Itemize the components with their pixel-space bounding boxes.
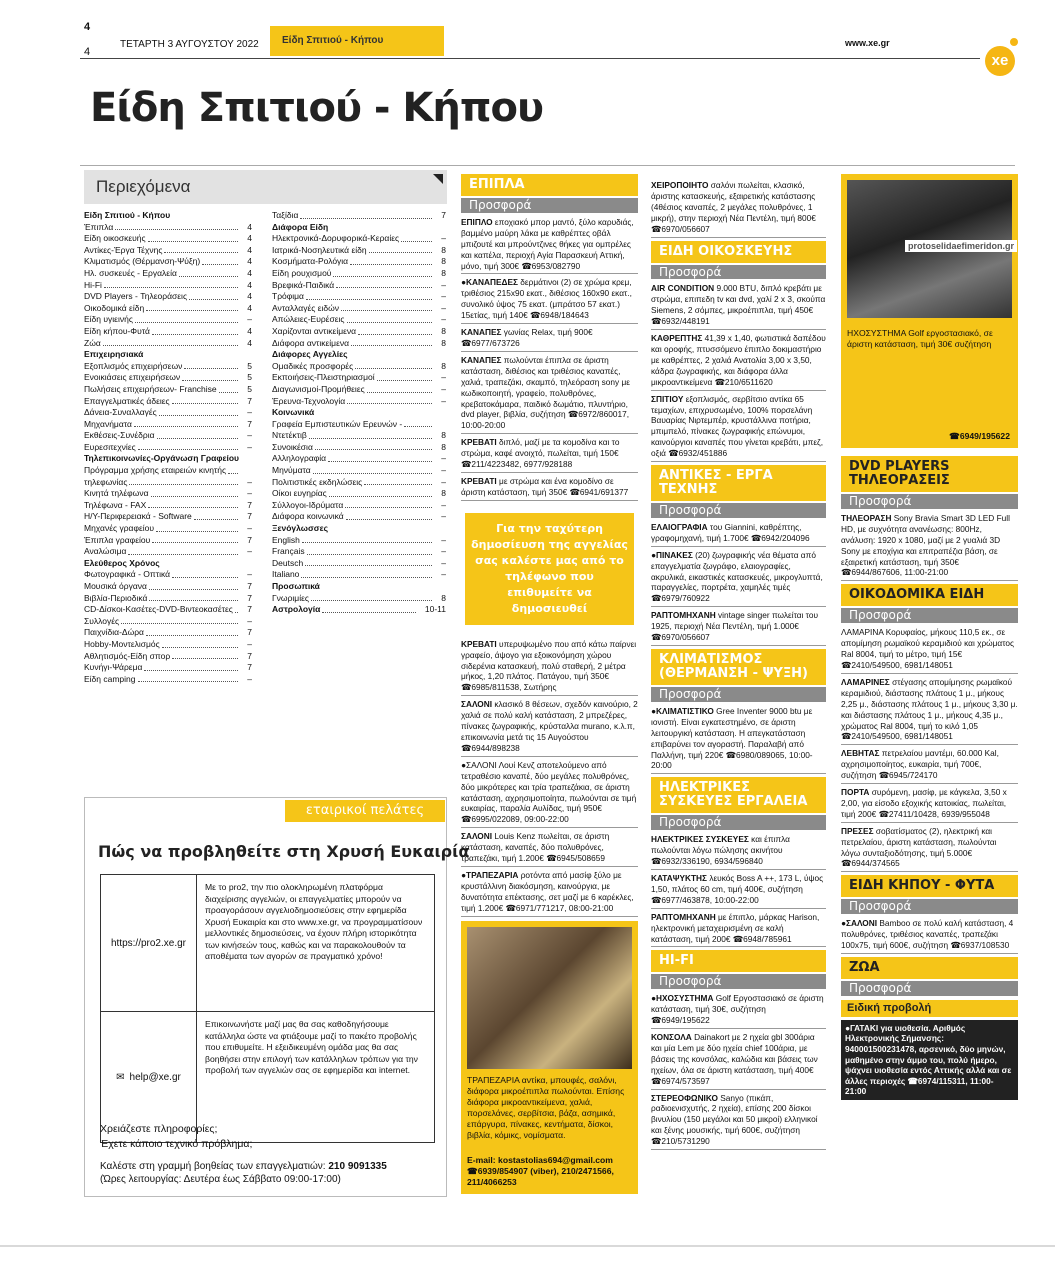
ad-list (651, 283, 826, 462)
contents-entry: Δάνεια-Συναλλαγές – (84, 407, 252, 418)
header-rule (80, 58, 980, 59)
ad-text: ΚΑΘΡΕΠΤΗΣ 41,39 x 1,40, φωτιστικά δαπέδου και οροφής, πτυσσόμενο έπιπλο δοκιμαστήριο με καθρέπτες, 2 χαλιά Ανατολία 3,00 x 3,50, κάδρα ζωγραφικής, και διάφορα άλλα μικροαντικείμενα ☎210/6511620 (651, 333, 826, 391)
contents-entry: Μηνύματα – (272, 465, 446, 476)
contents-entry: Βιβλία-Περιοδικά 7 (84, 592, 252, 603)
section-header: ΑΝΤΙΚΕΣ - ΕΡΓΑ ΤΕΧΝΗΣ (651, 465, 826, 501)
section-header: ΕΠΙΠΛΑ (461, 174, 638, 196)
featured-ad (841, 174, 1018, 448)
contents-entry: Italiano – (272, 569, 446, 580)
ad-text: ●ΚΑΝΑΠΕΔΕΣ δερμάτινοι (2) σε χρώμα κρεμ, τριθέσιος 215x90 εκατ., διθέσιος 160x90 εκατ., συνολικό ύψος 75 εκατ. (μπράτσο 57 εκατ.) 15ετίας, τιμή 140€ ☎6948/184643 (461, 277, 638, 324)
contents-entry: Deutsch – (272, 557, 446, 568)
contents-entry: Πωλήσεις επιχειρήσεων- Franchise 5 (84, 383, 252, 394)
ad-text: ΚΡΕΒΑΤΙ υπερυψωμένο που από κάτω παίρνει γραφείο, άψογο για εξοικονόμηση χώρου σιδερένια κατασκευή, πολύ σταθερή, 2 μέτρα μήκος, 1,20 πλάτος. Πατάγου, τιμή 350€ ☎6985/811538, Σωτήρης (461, 639, 638, 697)
ad-text: ΛΑΜΑΡΙΝΕΣ στέγασης απομίμησης ρωμαϊκού κεραμιδιού, διάστασης πλάτους 1 μ., μήκους 2,25 μ., διάστασης πλάτους 1 μ., μήκους 3,30 μ. και διάστασης πλάτους 1 μ., μήκους 4,35 μ., χρώματος Ral 8004, τιμή το κιλό 1,05 ☎2410/549500, 6981/148051 (841, 677, 1018, 745)
contents-entry: Έπιπλα γραφείου 7 (84, 534, 252, 545)
contents-entry: Σύλλογοι-Ιδρύματα – (272, 499, 446, 510)
contents-entry: Είδη κήπου-Φυτά 4 (84, 325, 252, 336)
contents-entry: Απώλειες-Ευρέσεις – (272, 314, 446, 325)
pro2-link[interactable]: https://pro2.xe.gr (101, 875, 197, 1011)
contents-group-heading: Επιχειρησιακά (84, 349, 144, 360)
contents-entry: Διάφορα αντικείμενα 8 (272, 337, 446, 348)
contents-entry: Ηλεκτρονικά-Δορυφορικά-Κεραίες – (272, 233, 446, 244)
ad-text: AIR CONDITION 9.000 BTU, διπλό κρεβάτι με στρώμα, επιπεδη tv και dvd, χαλί 2 x 3, σκούπα Siemens, 2 σόμπες, μικροέπιπλα, τιμή 450€ ☎6932/448191 (651, 283, 826, 330)
contents-entry: Συλλογές – (84, 615, 252, 626)
contents-entry: CD-Δίσκοι-Κασέτες-DVD-Βιντεοκασέτες 7 (84, 604, 252, 615)
contents-heading: Περιεχόμενα (84, 170, 447, 204)
contents-entry: Χαρίζονται αντικείμενα 8 (272, 325, 446, 336)
offer-subheader: Προσφορά (841, 899, 1018, 914)
section-header: ΕΙΔΗ ΟΙΚΟΣΚΕΥΗΣ (651, 241, 826, 263)
contents-entry: Έρευνα-Τεχνολογία – (272, 395, 446, 406)
contents-entry: Αθλητισμός-Είδη σπορ 7 (84, 650, 252, 661)
contents-group-heading: Κοινωνικά (272, 407, 315, 418)
ad-text: ΣΑΛΟΝΙ Louis Kenz πωλείται, σε άριστη κατάσταση, καναπές, δύο πολυθρόνες, τραπεζάκι, τιμή 1.200€ ☎6945/508659 (461, 831, 638, 867)
special-promotion-header: Ειδική προβολή (841, 1000, 1018, 1017)
contents-group-heading: Προσωπικά (272, 581, 320, 591)
contents-entry: Μηχανήματα 7 (84, 418, 252, 429)
contents-entry: Κυνήγι-Ψάρεμα 7 (84, 662, 252, 673)
corner-triangle-icon (433, 174, 443, 184)
contents-entry: Κλιματισμός (Θέρμανση-Ψύξη) 4 (84, 256, 252, 267)
contents-entry: English – (272, 534, 446, 545)
ad-text: ΕΛΑΙΟΓΡΑΦΙΑ του Giannini, καθρέπτης, γραφομηχανή, τιμή 1.700€ ☎6942/204096 (651, 522, 826, 547)
ad-list (841, 627, 1018, 872)
ad-list (841, 918, 1018, 954)
contents-entry: Είδη camping – (84, 673, 252, 684)
contents-entry: Τρόφιμα – (272, 291, 446, 302)
site-url[interactable]: www.xe.gr (845, 38, 890, 48)
section-header: ΕΙΔΗ ΚΗΠΟΥ - ΦΥΤΑ (841, 875, 1018, 897)
contents-entry: Τηλέφωνα - FAX 7 (84, 499, 252, 510)
ad-text: ΗΛΕΚΤΡΙΚΕΣ ΣΥΣΚΕΥΕΣ και έπιπλα πωλούνται λόγω πώλησης ακινήτου ☎6932/336190, 6934/596840 (651, 834, 826, 870)
contents-entry: Διαγωνισμοί-Προμήθειες – (272, 383, 446, 394)
contents-entry: Συνοικέσια 8 (272, 441, 446, 452)
ad-text: ΤΗΛΕΟΡΑΣΗ Sony Bravia Smart 3D LED Full HD, με συχνότητα ανανέωσης: 800Hz, ανάλυση: 1920 x 1080, μαζί με 2 γυαλιά 3D Sony με εποχίγια και επιτραπέζια βάση, σε εξαιρετική κατάσταση, τιμή 350€ ☎6944/867606, 11:00-21:00 (841, 513, 1018, 581)
contents-entry: Ντετέκτιβ 8 (272, 430, 446, 441)
helpline-phone[interactable]: 210 9091335 (328, 1161, 387, 1172)
contents-group-heading: Διάφορα Είδη (272, 221, 329, 232)
contents-entry: Πολιτιστικές εκδηλώσεις – (272, 476, 446, 487)
contents-entry: Διάφορα κοινωνικά – (272, 511, 446, 522)
ad-text: ΡΑΠΤΟΜΗΧΑΝΗ με έπιπλο, μάρκας Harison, ηλεκτρονική μεταχειρισμένη σε καλή κατάσταση, τιμή 200€ ☎6948/785961 (651, 912, 826, 948)
contents-entry: DVD Players - Τηλεοράσεις 4 (84, 291, 252, 302)
contents-entry: Εξοπλισμός επιχειρήσεων 5 (84, 360, 252, 371)
contents-entry: Ταξίδια 7 (272, 210, 446, 220)
corporate-clients-tag: εταιρικοί πελάτες (285, 800, 445, 822)
offer-subheader: Προσφορά (841, 981, 1018, 996)
ad-list (461, 217, 638, 501)
contents-group-heading: Ελεύθερος Χρόνος (84, 557, 160, 568)
contents-box (84, 170, 447, 770)
title-rule (80, 165, 1015, 166)
ad-text: ΛΕΒΗΤΑΣ πετρελαίου μαντέμι, 60.000 Kal, αχρησιμοποίητος, ευκαιρία, τιμή 700€, συζήτηση ☎6945/724170 (841, 748, 1018, 784)
ad-text: ΚΑΤΑΨΥΚΤΗΣ λευκός Boss A ++, 173 L, ύψος 1,50, πλάτος 60 cm, τιμή 400€, συζήτηση ☎6977/463878, 10:00-22:00 (651, 873, 826, 909)
contents-group-heading: Είδη Σπιτιού - Κήπου (84, 210, 171, 220)
contents-entry: Ιατρικά-Νοσηλευτικά είδη 8 (272, 244, 446, 255)
ad-list (651, 834, 826, 947)
helpline: Καλέστε στη γραμμή βοηθείας των επαγγελματιών: 210 9091335 (Ώρες λειτουργίας: Δευτέρα έως Σάββατο 09:00-17:00) (100, 1161, 387, 1185)
section-header: ΗΛΕΚΤΡΙΚΕΣ ΣΥΣΚΕΥΕΣ ΕΡΓΑΛΕΙΑ (651, 777, 826, 813)
contents-entry: Πρόγραμμα χρήσης εταιρειών κινητής (84, 465, 252, 477)
contents-entry: Ενοικιάσεις επιχειρήσεων 5 (84, 372, 252, 383)
watermark: protoselidaefimeridon.gr (905, 240, 1017, 252)
column-electronics (841, 174, 1018, 1100)
ad-text: ΚΟΝΣΟΛΑ Dainakort με 2 ηχεία gbl 300άρια και μία Lem με δύο ηχεία chief 100άρια, με βάσεις της κονσόλας, καλώδια και βάσεις των ηχείων, όλα σε άριστη κατάσταση, τιμή 400€ ☎6974/573597 (651, 1032, 826, 1090)
ad-text: ΠΟΡΤΑ συρόμενη, μασίφ, με κάγκελα, 3,50 x 2,00, για είσοδο εξοχικής κατοικίας, πωλείται, τιμή 200€ ☎27411/10428, 6939/955048 (841, 787, 1018, 823)
ad-text: ΚΑΝΑΠΕΣ γωνίας Relax, τιμή 900€ ☎6977/673726 (461, 327, 638, 352)
column-household (651, 180, 826, 1153)
offer-subheader: Προσφορά (651, 974, 826, 989)
page-number: 4 (84, 21, 91, 33)
pro2-table (100, 874, 435, 1143)
ad-text: ●ΣΑΛΟΝΙ Λουί Κενζ αποτελούμενο από τετραθέσιο καναπέ, δύο μεγάλες πολυθρόνες, δύο μικρότερες και τρία τραπεζάκια, σε άριστη κατάσταση, αχρησιμοποίητα, πωλούνται σε τιμή ευκαιρίας, παραλία Αυλίδας, τιμή 950€ ☎6995/022089, 09:00-22:00 (461, 760, 638, 828)
section-header: ΚΛΙΜΑΤΙΣΜΟΣ (ΘΕΡΜΑΝΣΗ - ΨΥΞΗ) (651, 649, 826, 685)
ad-text: ΣΤΕΡΕΟΦΩΝΙΚΟ Sanyo (πικάπ, ραδιοενισχυτής, 2 ηχεία), επίσης 200 δίσκοι βινυλίου (150 μεγάλοι και 50 μικροί) ελληνικοί και ξένης μουσικής, τιμή 600€, συζήτηση ☎210/5731290 (651, 1093, 826, 1151)
contents-entry: Κοσμήματα-Ρολόγια 8 (272, 256, 446, 267)
ad-text: ●ΠΙΝΑΚΕΣ (20) ζωγραφικής νέα θέματα από επαγγελματία ζωγράφο, ελαιογραφίες, ακρυλικά, εικαστικές κατασκευές, μικρογλυπτά, παραγγελίες, πορτρέτα, χαμηλές τιμές ☎6979/760922 (651, 550, 826, 608)
section-header: DVD PLAYERS ΤΗΛΕΟΡΑΣΕΙΣ (841, 456, 1018, 492)
ad-text: ΚΑΝΑΠΕΣ πωλούνται έπιπλα σε άριστη κατάσταση, διθέσιος και τριθέσιος καναπές, χαλιά, τραπεζάκι, σκαμπό, τηλεόραση sony με κωδικοποιητή, γραφείο, πολυθρόνες, κρεβατοκάμαρα, παιδικό δωμάτιο, πλυντήριο, dvd player, βιβλία, συζήτηση ☎6972/860017, 10:00-20:00 (461, 355, 638, 434)
pro2-heading: Πώς να προβληθείτε στη Χρυσή Ευκαιρία (98, 842, 470, 861)
contents-entry: Μουσικά όργανα 7 (84, 581, 252, 591)
contact-text: Επικοινωνήστε μαζί μας θα σας καθοδηγήσουμε κατάλληλα ώστε να φτιάξουμε μαζί το πακέτο προβολής που επιθυμείτε. Η εξειδικευμένη ομάδα μας θα σας βοηθήσει στην επιλογή των κατάλληλων τρόπων για την προβολή των αγγελιών σας σε εφημερίδα και internet. (205, 1019, 418, 1075)
contents-entry: τηλεφωνίας – (84, 476, 252, 487)
page-number-small: 4 (84, 46, 91, 58)
featured-ad-pets: ●ΓΑΤΑΚΙ για υιοθεσία. Αριθμός Ηλεκτρονικής Σήμανσης: 940001500231478, αρσενικό, δύο μηνών, μαθημένο στην άμμο του, πολύ ήμερο, ψάχνει υιοθεσία εντός Αττικής αλλά και σε άλλες περιοχές ☎6974/115311, 11:00-21:00 (841, 1020, 1018, 1100)
ad-text: ●ΚΛΙΜΑΤΙΣΤΙΚΟ Gree Inventer 9000 btu με ιονιστή. Είναι εγκατεστημένο, σε άριστη λειτουργική κατάσταση. Η απεγκατάσταση επιβαρύνει τον αγοραστή. Παραλαβή από Παλλήνη, τιμή 220€ ☎6980/089065, 10:00-20:00 (651, 706, 826, 774)
pro2-text: Με το pro2, την πιο ολοκληρωμένη πλατφόρμα διαχείρισης αγγελιών, οι επαγγελματίες μπορούν να προαγοράσουν αγγελιοδημοσιεύσεις στην εφημερίδα Χρυσή Ευκαιρία και στο www.xe.gr, να προγραμματίσουν μελλοντικές δημοσιεύσεις, να έχουν πλήρη ιστορικότητα των κινήσεών τους, καθώς και να παρακολουθούν τα αποθέματα των αγορών σε πραγματικό χρόνο! (205, 882, 423, 961)
contents-entry: Οίκοι ευγηρίας 8 (272, 488, 446, 499)
ad-list (651, 993, 826, 1150)
contents-entry: Αναλώσιμα – (84, 546, 252, 557)
contents-column-2 (272, 210, 446, 616)
contents-entry: Εκθέσεις-Συνέδρια – (84, 430, 252, 441)
contents-entry: Ζώα 4 (84, 337, 252, 348)
contents-entry: Εκποιήσεις-Πλειστηριασμοί – (272, 372, 446, 383)
contents-column-1 (84, 210, 252, 685)
contents-group-heading: Διάφορες Αγγελίες (272, 349, 348, 360)
mail-icon: ✉ (116, 1071, 125, 1083)
contents-entry: Οικοδομικά είδη 4 (84, 302, 252, 313)
ad-text: ΡΑΠΤΟΜΗΧΑΝΗ vintage singer πωλείται του 1925, περιοχή Νέα Πεντέλη, τιμή 1.000€ ☎6970/056607 (651, 610, 826, 646)
furniture-photo (467, 927, 632, 1069)
section-header: ΟΙΚΟΔΟΜΙΚΑ ΕΙΔΗ (841, 584, 1018, 606)
ad-text: ΛΑΜΑΡΙΝΑ Κορυφαίος, μήκους 110,5 εκ., σε απομίμηση ρωμαϊκού κεραμιδιού και χρώματος Ral 8004, τιμή το μέτρο, τιμή 15€ ☎2410/549500, 6981/148051 (841, 627, 1018, 674)
ad-text: ΕΠΙΠΛΟ εποχιακό μπορ μαντό, ξύλο καρυδιάς, βαμμένο μαύρη λάκα με καθρέπτες οβάλ μπιζουτέ και μπρούντζινες θήκες για ομπρέλες και καπέλα, περιοχή Αγία Παρασκευή Αττική, μόνο, τιμή 300€ ☎6953/082790 (461, 217, 638, 275)
ad-text: ΣΑΛΟΝΙ κλασικό 8 θέσεων, σχεδόν καινούριο, 2 χαλιά σε πολύ καλή κατάσταση, 2 μπρεζέρες, πίνακες ζωγραφικής, κρύσταλλα murano, κ.λ.π, επικοινωνία μετά τις 15 Αυγούστου ☎6944/898238 (461, 699, 638, 757)
featured-ad-phone: ☎6949/195622 (949, 431, 1010, 441)
logo-dot (1010, 38, 1018, 46)
issue-date: ΤΕΤΑΡΤΗ 3 ΑΥΓΟΥΣΤΟΥ 2022 (120, 39, 259, 50)
offer-subheader: Προσφορά (651, 503, 826, 518)
offer-subheader: Προσφορά (651, 815, 826, 830)
ad-list (651, 706, 826, 774)
contents-entry: Français – (272, 546, 446, 557)
offer-subheader: Προσφορά (841, 608, 1018, 623)
help-email[interactable]: ✉ help@xe.gr (101, 1012, 197, 1142)
contents-entry: Ομαδικές προσφορές 8 (272, 360, 446, 371)
ad-text: ●ΗΧΟΣΥΣΤΗΜΑ Golf Εργοστασιακό σε άριστη κατάσταση, τιμή 30€, συζήτηση ☎6949/195622 (651, 993, 826, 1029)
ad-text: ΧΕΙΡΟΠΟΙΗΤΟ σαλόνι πωλείται, κλασικό, άριστης κατασκευής, εξαιρετικής κατάστασης (4θέσιος καναπές, 2 μεγάλες πολυθρόνες, 1 μικρή), στην περιοχή Νέα Πεντέλη, τιμή 800€ ☎6970/056607 (651, 180, 826, 238)
offer-subheader: Προσφορά (841, 494, 1018, 509)
contents-entry: Γραφεία Εμπιστευτικών Ερευνών - (272, 419, 446, 431)
contents-entry: Αστρολογία 10-11 (272, 604, 446, 615)
contents-entry: Επαγγελματικές άδειες 7 (84, 395, 252, 406)
offer-subheader: Προσφορά (461, 198, 638, 213)
column-furniture (461, 174, 638, 1194)
section-tag: Είδη Σπιτιού - Κήπου (270, 26, 444, 56)
contents-entry: Φωτογραφικά - Οπτικά – (84, 569, 252, 580)
contents-entry: Hobby-Μοντελισμός – (84, 638, 252, 649)
featured-ad-text: ΤΡΑΠΕΖΑΡΙΑ αντίκα, μπουφές, σαλόνι, διάφορα μικροέπιπλα πωλούνται. Επίσης διάφορα μικροαντικείμενα, χαλιά, πορσελάνες, σερβίτσια, βάζα, ασημικά, επάργυρα, πίνακες, κεντήματα, δίσκοι, βιβλία, κόμικς, νομίσματα. (467, 1074, 625, 1140)
featured-ad-text: ΗΧΟΣΥΣΤΗΜΑ Golf εργοστασιακό, σε άριστη κατάσταση, τιμή 30€ συζήτηση (847, 328, 993, 349)
contents-group-heading: Τηλεπικοινωνίες-Οργάνωση Γραφείου (84, 453, 239, 464)
bottom-rule (0, 1245, 1055, 1247)
contents-entry: Ηλ. συσκευές - Εργαλεία 4 (84, 267, 252, 278)
contents-entry: Αντίκες-Έργα Τέχνης 4 (84, 244, 252, 255)
contents-entry: Ευρεσιτεχνίες – (84, 441, 252, 452)
ad-text: ΚΡΕΒΑΤΙ διπλό, μαζί με τα κομοδίνα και το στρώμα, καφέ ανοιχτό, πωλείται, τιμή 150€ ☎211/4223482, 6977/928188 (461, 437, 638, 473)
contents-entry: Βρεφικά-Παιδικά – (272, 279, 446, 290)
contents-entry: Hi-Fi 4 (84, 279, 252, 290)
ad-list (461, 639, 638, 917)
ad-text: ●ΣΑΛΟΝΙ Bamboo σε πολύ καλή κατάσταση, 4 πολυθρόνες, τριθέσιος καναπές, τραπεζάκι 100x75, τιμή 600€, συζήτηση ☎6937/108530 (841, 918, 1018, 954)
contents-entry: Είδη οικοσκευής 4 (84, 233, 252, 244)
help-questions: Χρειάζεστε πληροφορίες; Έχετε κάποιο τεχνικό πρόβλημα; (100, 1123, 253, 1150)
contents-entry: Είδη υγιεινής – (84, 314, 252, 325)
contents-entry: Παιχνίδια-Δώρα 7 (84, 627, 252, 638)
section-header: ΖΩΑ (841, 957, 1018, 979)
offer-subheader: Προσφορά (651, 687, 826, 702)
ad-list (841, 513, 1018, 581)
ad-text: ΚΡΕΒΑΤΙ με στρώμα και ένα κομοδίνο σε άριστη κατάσταση, τιμή 350€ ☎6941/691377 (461, 476, 638, 501)
featured-ad-contact: E-mail: kostastolias694@gmail.com ☎6939/854907 (viber), 210/2471566, 211/4066253 (467, 1154, 614, 1187)
contents-entry: Η/Υ-Περιφερειακά - Software 7 (84, 511, 252, 522)
section-header: HI-FI (651, 950, 826, 972)
offer-subheader: Προσφορά (651, 265, 826, 280)
page-title: Είδη Σπιτιού - Κήπου (90, 85, 544, 131)
promo-box: Για την ταχύτερη δημοσίευση της αγγελίας σας καλέστε μας από το τηλέφωνο που επιθυμείτε να δημοσιευθεί (465, 513, 634, 625)
contents-entry: Ανταλλαγές ειδών – (272, 302, 446, 313)
ad-text: ΠΡΕΣΕΣ σοβατίσματος (2), ηλεκτρική και πετρελαίου, άριστη κατάσταση, πωλούνται λόγω συνταξιοδότησης, τιμή 5.000€ ☎6944/374565 (841, 826, 1018, 873)
contents-group-heading: Ξενόγλωσσες (272, 523, 329, 534)
featured-ad (461, 921, 638, 1194)
xe-logo: xe (985, 46, 1015, 76)
contents-entry: Γνωριμίες 8 (272, 592, 446, 603)
contents-entry: Μηχανές γραφείου – (84, 523, 252, 534)
contents-entry: Είδη ρουχισμού 8 (272, 267, 446, 278)
ad-text: ●ΤΡΑΠΕΖΑΡΙΑ ροτόντα από μασίφ ξύλο με κρυστάλλινη διακόσμηση, καινούργια, με δυνατότητα επέκτασης, σετ μαζί με 6 καρέκλες, τιμή 1.200€ ☎6971/771217, 08:00-21:00 (461, 870, 638, 917)
contents-entry: Κινητά τηλέφωνα – (84, 488, 252, 499)
contents-entry: Αλληλογραφία – (272, 453, 446, 464)
ad-list (651, 522, 826, 646)
ad-text: ΣΠΙΤΙΟΥ εξοπλισμός, σερβίτσιο αντίκα 65 τεμαχίων, επιχρυσωμένο, 100% πορσελάνη Βαυαρίας Νιρτεμπέρ, κρυστάλλινα ποτήρια, μπιμπελό, πίνακες ζωγραφικής επώνυμοι, καινούργιοι καναπές που γίνεται κρεβάτι, μπεζ, οξιά ☎6932/451886 (651, 394, 826, 462)
contents-entry: Έπιπλα 4 (84, 221, 252, 232)
